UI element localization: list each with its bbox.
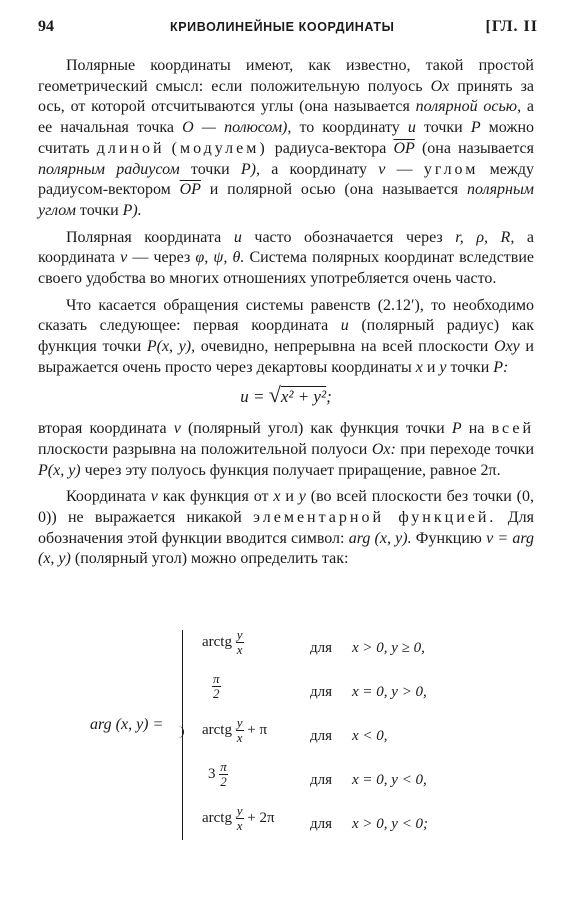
paragraph-arg-definition: Координата v как функция от x и y (во всей плоскости без точки (0, 0)) не выражается никакой элементарной функцией. Для обозначения этой функции вводится символ: arg (x, y). Функцию v = arg (x, y) (полярный угол) можно определить так: [38, 488, 535, 568]
main-text [38, 56, 534, 576]
formula-radius: u = √x² + y²; [240, 381, 332, 407]
running-title: КРИВОЛИНЕЙНЫЕ КООРДИНАТЫ [170, 20, 395, 34]
case-row: arctg $\frac{y}{x}$ для x > 0, y ≥ 0, [202, 627, 425, 657]
piecewise-lhs: arg (x, y) = [90, 716, 164, 733]
piecewise-formula [90, 622, 520, 847]
case-row: arctg $\frac{y}{x}$ + π для x < 0, [202, 715, 388, 745]
running-header [38, 18, 538, 40]
case-row: arctg $\frac{y}{x}$ + 2π для x > 0, y < 0; [202, 803, 429, 833]
left-brace [182, 630, 193, 840]
case-row: $\frac{\pi}{2}$ для x = 0, y > 0, [213, 671, 427, 701]
paragraph-notation: Полярная координата u часто обозначается через r, ρ, R, а координата v — через φ, ψ, θ. Система полярных координат вследствие своего удобства во многих отношениях употребляется очень часто. [38, 228, 535, 288]
paragraph-inversion: Что касается обращения системы равенств (2.12′), то необходимо сказать следующее: первая координата u (полярный радиус) как функция точки P(x, y), очевидно, непрерывна на всей плоскости Oxy и выражается очень просто через декартовы координаты x и y точки P: [38, 296, 535, 376]
paragraph-polar-meaning: Полярные координаты имеют, как известно, такой простой геометрический смысл: если положительную полуось Ox принять за ось, от которой отсчитываются углы (она называется полярной осью, а ее начальная точка O — полюсом), то координату u точки P можно считать длиной (модулем) радиуса-вектора $\overline{OP}$ (она называется полярным радиусом точки P), а координату v — углом между радиусом-вектором $\overline{OP}$ и полярной осью (она называется полярным углом точки P). [38, 57, 535, 219]
case-row: 3 $\frac{\pi}{2}$ для x = 0, y < 0, [208, 759, 427, 789]
chapter-marker: [ГЛ. II [485, 18, 538, 35]
paragraph-discontinuity: вторая координата v (полярный угол) как функция точки P на всей плоскости разрывна на положительной полуоси Ox: при переходе точки P(x, y) через эту полуось функция получает приращение, равное 2π. [38, 420, 535, 479]
page-number: 94 [38, 18, 54, 35]
